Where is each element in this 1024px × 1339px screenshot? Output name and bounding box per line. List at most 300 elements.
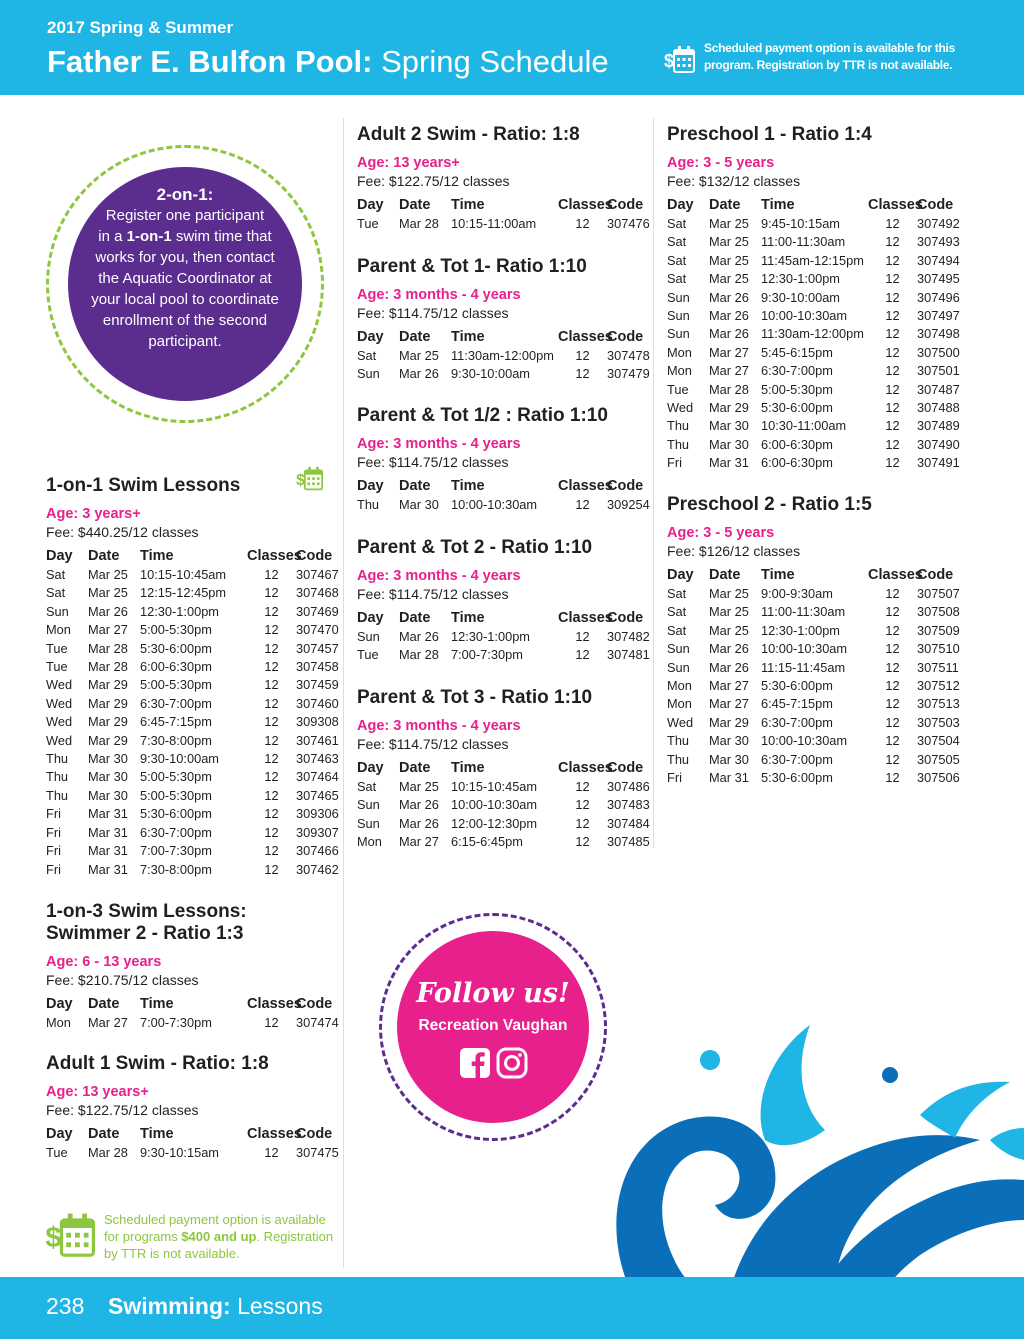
time-cell: 9:00-9:30am bbox=[761, 586, 833, 601]
column-header-time: Time bbox=[451, 478, 485, 494]
day-cell: Mon bbox=[46, 1015, 71, 1030]
day-cell: Fri bbox=[46, 861, 61, 877]
payment-note-bold: $400 and up bbox=[181, 1229, 257, 1244]
column-header-time: Time bbox=[761, 197, 795, 213]
code-cell: 307483 bbox=[607, 797, 650, 813]
classes-cell: 12 bbox=[264, 714, 279, 730]
two-on-one-line: participant. bbox=[148, 333, 222, 350]
date-cell: Mar 26 bbox=[399, 366, 439, 382]
column-header-date: Date bbox=[399, 760, 431, 776]
schedule-row bbox=[357, 347, 637, 365]
schedule-row bbox=[667, 436, 947, 454]
schedule-row bbox=[667, 344, 947, 362]
code-cell: 307482 bbox=[607, 629, 650, 644]
schedule-row bbox=[667, 769, 947, 787]
schedule-header-row bbox=[357, 609, 637, 628]
day-cell: Sat bbox=[667, 234, 687, 250]
section-one-on-three bbox=[46, 901, 339, 1032]
column-header-day: Day bbox=[46, 1126, 73, 1142]
day-cell: Tue bbox=[357, 647, 379, 663]
date-cell: Mar 26 bbox=[709, 326, 749, 342]
schedule-row bbox=[357, 815, 637, 833]
classes-cell: 12 bbox=[264, 567, 279, 582]
day-cell: Tue bbox=[46, 1145, 68, 1160]
code-cell: 309306 bbox=[296, 806, 339, 822]
day-cell: Tue bbox=[667, 381, 689, 397]
water-splash-graphic bbox=[590, 1020, 1024, 1290]
header-payment-note bbox=[704, 40, 964, 74]
section-title bbox=[46, 475, 326, 497]
time-cell: 7:00-7:30pm bbox=[451, 647, 523, 663]
time-cell: 6:15-6:45pm bbox=[451, 834, 523, 850]
column-header-code: Code bbox=[296, 996, 333, 1012]
section-fee: Fee: $132/12 classes bbox=[667, 173, 801, 189]
date-cell: Mar 31 bbox=[88, 861, 128, 877]
schedule-header-row bbox=[46, 995, 326, 1014]
classes-cell: 12 bbox=[885, 234, 900, 250]
column-header-time: Time bbox=[140, 548, 174, 564]
column-header-day: Day bbox=[357, 610, 384, 626]
time-cell: 6:00-6:30pm bbox=[140, 659, 212, 675]
day-cell: Wed bbox=[46, 732, 73, 748]
date-cell: Mar 25 bbox=[709, 586, 749, 601]
day-cell: Mon bbox=[667, 678, 692, 694]
code-cell: 307489 bbox=[917, 418, 960, 434]
time-cell: 5:30-6:00pm bbox=[140, 806, 212, 822]
time-cell: 10:00-10:30am bbox=[451, 497, 538, 512]
classes-cell: 12 bbox=[885, 696, 900, 712]
date-cell: Mar 26 bbox=[88, 603, 128, 619]
schedule-row bbox=[46, 566, 326, 584]
column-header-time: Time bbox=[451, 197, 485, 213]
two-on-one-line-bold: 1-on-1 bbox=[126, 228, 172, 245]
day-cell: Sun bbox=[667, 326, 690, 342]
classes-cell: 12 bbox=[264, 640, 279, 656]
schedule-row bbox=[357, 365, 637, 383]
column-header-code: Code bbox=[607, 197, 644, 213]
classes-cell: 12 bbox=[885, 604, 900, 620]
code-cell: 307493 bbox=[917, 234, 960, 250]
time-cell: 9:30-10:00am bbox=[761, 289, 840, 305]
schedule-row bbox=[46, 768, 326, 786]
column-header-time: Time bbox=[451, 760, 485, 776]
section-title bbox=[667, 494, 947, 516]
code-cell: 307461 bbox=[296, 732, 339, 748]
schedule-row bbox=[46, 805, 326, 823]
classes-cell: 12 bbox=[885, 271, 900, 287]
day-cell: Sun bbox=[667, 641, 690, 657]
day-cell: Sun bbox=[46, 603, 69, 619]
two-on-one-heading: 2-on-1: bbox=[156, 185, 214, 204]
date-cell: Mar 29 bbox=[88, 732, 128, 748]
time-cell: 12:30-1:00pm bbox=[761, 271, 840, 287]
column-header-classes: Classes bbox=[247, 1126, 302, 1142]
column-header-classes: Classes bbox=[868, 197, 923, 213]
classes-cell: 12 bbox=[575, 497, 590, 512]
calendar-dollar-icon bbox=[296, 466, 324, 492]
classes-cell: 12 bbox=[264, 806, 279, 822]
schedule-row bbox=[667, 677, 947, 695]
schedule-row bbox=[667, 714, 947, 732]
two-on-one-line-post: swim time that bbox=[171, 228, 272, 245]
column-header-classes: Classes bbox=[558, 329, 613, 345]
code-cell: 307479 bbox=[607, 366, 650, 382]
two-on-one-line: enrollment of the second bbox=[102, 312, 268, 329]
schedule-table bbox=[357, 328, 650, 384]
column-header-time: Time bbox=[761, 567, 795, 583]
time-cell: 9:30-10:15am bbox=[140, 1145, 219, 1160]
code-cell: 307497 bbox=[917, 308, 960, 324]
column-header-day: Day bbox=[46, 548, 73, 564]
schedule-row bbox=[46, 1144, 326, 1162]
day-cell: Mon bbox=[667, 363, 692, 379]
schedule-row bbox=[667, 215, 947, 233]
time-cell: 6:30-7:00pm bbox=[761, 714, 833, 730]
column-header-date: Date bbox=[399, 478, 431, 494]
date-cell: Mar 25 bbox=[399, 348, 439, 363]
column-header-day: Day bbox=[357, 760, 384, 776]
day-cell: Thu bbox=[667, 418, 690, 434]
section-title-line: Swimmer 2 - Ratio 1:3 bbox=[46, 923, 244, 944]
day-cell: Thu bbox=[46, 787, 69, 803]
column-header-date: Date bbox=[88, 1126, 120, 1142]
classes-cell: 12 bbox=[264, 1145, 279, 1160]
time-cell: 5:00-5:30pm bbox=[140, 677, 212, 693]
footer-section-rest: Lessons bbox=[237, 1293, 323, 1319]
follow-headline: Follow us! bbox=[416, 978, 570, 1009]
payment-note bbox=[104, 1211, 334, 1262]
schedule-header-row bbox=[46, 1125, 326, 1144]
schedule-row bbox=[667, 640, 947, 658]
time-cell: 6:00-6:30pm bbox=[761, 436, 833, 452]
date-cell: Mar 28 bbox=[88, 1145, 128, 1160]
date-cell: Mar 30 bbox=[709, 733, 749, 749]
code-cell: 307490 bbox=[917, 436, 960, 452]
classes-cell: 12 bbox=[264, 843, 279, 859]
schedule-row bbox=[667, 399, 947, 417]
schedule-table bbox=[46, 1125, 339, 1162]
time-cell: 6:30-7:00pm bbox=[140, 695, 212, 711]
date-cell: Mar 28 bbox=[88, 640, 128, 656]
date-cell: Mar 26 bbox=[709, 308, 749, 324]
classes-cell: 12 bbox=[885, 770, 900, 786]
schedule-table bbox=[357, 196, 650, 233]
two-on-one-line bbox=[80, 226, 290, 247]
column-header-date: Date bbox=[88, 548, 120, 564]
code-cell: 309254 bbox=[607, 497, 650, 512]
day-cell: Thu bbox=[46, 769, 69, 785]
section-parent-tot-1 bbox=[357, 256, 650, 384]
schedule-row bbox=[46, 861, 326, 879]
day-cell: Sat bbox=[667, 604, 687, 620]
date-cell: Mar 29 bbox=[709, 400, 749, 416]
classes-cell: 12 bbox=[885, 733, 900, 749]
schedule-row bbox=[46, 732, 326, 750]
time-cell: 11:15-11:45am bbox=[761, 659, 846, 675]
section-title bbox=[357, 124, 637, 146]
section-age: Age: 3 - 5 years bbox=[667, 155, 775, 171]
section-one-on-one bbox=[46, 475, 339, 879]
schedule-row bbox=[357, 646, 637, 664]
column-header-time: Time bbox=[140, 1126, 174, 1142]
column-header-classes: Classes bbox=[558, 478, 613, 494]
date-cell: Mar 27 bbox=[399, 834, 439, 850]
classes-cell: 12 bbox=[575, 366, 590, 382]
code-cell: 307458 bbox=[296, 659, 339, 675]
date-cell: Mar 25 bbox=[88, 567, 128, 582]
schedule-table bbox=[357, 477, 650, 514]
classes-cell: 12 bbox=[264, 622, 279, 638]
code-cell: 307476 bbox=[607, 216, 650, 231]
section-title-line: 1-on-1 Swim Lessons bbox=[46, 475, 241, 496]
schedule-header-row bbox=[357, 477, 637, 496]
schedule-table bbox=[357, 759, 650, 852]
time-cell: 6:45-7:15pm bbox=[140, 714, 212, 730]
day-cell: Mon bbox=[667, 696, 692, 712]
column-header-code: Code bbox=[917, 567, 954, 583]
schedule-row bbox=[667, 585, 947, 603]
schedule-table bbox=[667, 566, 960, 787]
date-cell: Mar 26 bbox=[709, 659, 749, 675]
classes-cell: 12 bbox=[575, 797, 590, 813]
day-cell: Sun bbox=[357, 815, 380, 831]
date-cell: Mar 31 bbox=[88, 824, 128, 840]
code-cell: 307467 bbox=[296, 567, 339, 582]
day-cell: Thu bbox=[357, 497, 380, 512]
day-cell: Mon bbox=[357, 834, 382, 850]
classes-cell: 12 bbox=[264, 787, 279, 803]
code-cell: 307485 bbox=[607, 834, 650, 850]
time-cell: 12:30-1:00pm bbox=[451, 629, 530, 644]
date-cell: Mar 28 bbox=[399, 647, 439, 663]
code-cell: 307486 bbox=[607, 779, 650, 794]
column-header-time: Time bbox=[451, 329, 485, 345]
time-cell: 5:30-6:00pm bbox=[761, 678, 833, 694]
date-cell: Mar 27 bbox=[709, 696, 749, 712]
schedule-row bbox=[667, 695, 947, 713]
column-header-day: Day bbox=[667, 567, 694, 583]
section-preschool-1 bbox=[667, 124, 960, 473]
two-on-one-line: the Aquatic Coordinator at bbox=[98, 270, 272, 287]
day-cell: Sat bbox=[667, 586, 687, 601]
schedule-row bbox=[357, 796, 637, 814]
date-cell: Mar 30 bbox=[88, 787, 128, 803]
schedule-row bbox=[46, 621, 326, 639]
column-header-classes: Classes bbox=[247, 548, 302, 564]
day-cell: Sat bbox=[357, 348, 377, 363]
date-cell: Mar 28 bbox=[399, 216, 439, 231]
day-cell: Sun bbox=[667, 308, 690, 324]
time-cell: 6:00-6:30pm bbox=[761, 455, 833, 471]
schedule-header-row bbox=[357, 196, 637, 215]
classes-cell: 12 bbox=[885, 289, 900, 305]
classes-cell: 12 bbox=[575, 216, 590, 231]
code-cell: 307492 bbox=[917, 216, 960, 231]
schedule-row bbox=[667, 325, 947, 343]
day-cell: Fri bbox=[46, 806, 61, 822]
date-cell: Mar 27 bbox=[88, 622, 128, 638]
schedule-row bbox=[46, 1014, 326, 1032]
time-cell: 5:30-6:00pm bbox=[140, 640, 212, 656]
svg-text:$: $ bbox=[664, 51, 675, 71]
schedule-row bbox=[667, 307, 947, 325]
section-title-line: Parent & Tot 2 - Ratio 1:10 bbox=[357, 537, 593, 558]
time-cell: 5:00-5:30pm bbox=[140, 769, 212, 785]
day-cell: Thu bbox=[46, 751, 69, 767]
schedule-row bbox=[357, 833, 637, 851]
schedule-row bbox=[46, 658, 326, 676]
section-title bbox=[357, 405, 637, 427]
classes-cell: 12 bbox=[885, 344, 900, 360]
header-note-line-1: Scheduled payment option is available for this bbox=[704, 41, 955, 55]
code-cell: 307511 bbox=[917, 659, 959, 675]
day-cell: Sun bbox=[357, 629, 380, 644]
schedule-row bbox=[46, 676, 326, 694]
section-title-line: Parent & Tot 3 - Ratio 1:10 bbox=[357, 687, 593, 708]
classes-cell: 12 bbox=[885, 455, 900, 471]
time-cell: 10:30-11:00am bbox=[761, 418, 847, 434]
classes-cell: 12 bbox=[885, 714, 900, 730]
day-cell: Tue bbox=[357, 216, 379, 231]
footer-section-bold: Swimming: bbox=[108, 1293, 231, 1319]
code-cell: 307464 bbox=[296, 769, 339, 785]
section-age: Age: 3 months - 4 years bbox=[357, 718, 521, 734]
column-header-date: Date bbox=[709, 567, 741, 583]
schedule-row bbox=[357, 778, 637, 796]
day-cell: Sun bbox=[357, 797, 380, 813]
code-cell: 307481 bbox=[607, 647, 650, 663]
classes-cell: 12 bbox=[575, 779, 590, 794]
date-cell: Mar 26 bbox=[399, 815, 439, 831]
section-title bbox=[357, 537, 637, 559]
schedule-row bbox=[46, 584, 326, 602]
date-cell: Mar 30 bbox=[399, 497, 439, 512]
schedule-header-row bbox=[357, 328, 637, 347]
code-cell: 307469 bbox=[296, 603, 339, 619]
instagram-icon[interactable] bbox=[496, 1047, 528, 1079]
section-age: Age: 13 years+ bbox=[357, 155, 460, 171]
section-age: Age: 3 years+ bbox=[46, 506, 141, 522]
section-fee: Fee: $114.75/12 classes bbox=[357, 305, 509, 321]
date-cell: Mar 30 bbox=[88, 751, 128, 767]
date-cell: Mar 25 bbox=[88, 585, 128, 601]
section-fee: Fee: $126/12 classes bbox=[667, 543, 801, 559]
follow-subtitle: Recreation Vaughan bbox=[418, 1017, 568, 1034]
svg-text:$: $ bbox=[45, 1222, 62, 1255]
classes-cell: 12 bbox=[885, 586, 900, 601]
day-cell: Thu bbox=[667, 751, 690, 767]
section-title bbox=[357, 256, 637, 278]
classes-cell: 12 bbox=[264, 659, 279, 675]
calendar-dollar-icon bbox=[664, 45, 696, 75]
column-header-code: Code bbox=[296, 548, 333, 564]
time-cell: 7:30-8:00pm bbox=[140, 732, 212, 748]
time-cell: 9:30-10:00am bbox=[451, 366, 530, 382]
day-cell: Sat bbox=[46, 585, 66, 601]
code-cell: 307503 bbox=[917, 714, 960, 730]
section-parent-tot-3 bbox=[357, 687, 650, 852]
code-cell: 307484 bbox=[607, 815, 650, 831]
classes-cell: 12 bbox=[264, 769, 279, 785]
date-cell: Mar 25 bbox=[709, 622, 749, 638]
date-cell: Mar 29 bbox=[88, 695, 128, 711]
code-cell: 307512 bbox=[917, 678, 960, 694]
page-title-bold: Father E. Bulfon Pool: bbox=[47, 44, 373, 79]
time-cell: 12:15-12:45pm bbox=[140, 585, 227, 601]
facebook-icon[interactable] bbox=[459, 1047, 491, 1079]
code-cell: 307506 bbox=[917, 770, 960, 786]
date-cell: Mar 29 bbox=[88, 677, 128, 693]
classes-cell: 12 bbox=[575, 629, 590, 644]
date-cell: Mar 31 bbox=[88, 806, 128, 822]
section-title bbox=[357, 687, 637, 709]
classes-cell: 12 bbox=[885, 751, 900, 767]
date-cell: Mar 27 bbox=[709, 344, 749, 360]
code-cell: 307494 bbox=[917, 252, 960, 268]
date-cell: Mar 25 bbox=[709, 252, 749, 268]
section-fee: Fee: $122.75/12 classes bbox=[46, 1102, 199, 1118]
section-fee: Fee: $114.75/12 classes bbox=[357, 454, 509, 470]
date-cell: Mar 31 bbox=[88, 843, 128, 859]
day-cell: Sun bbox=[357, 366, 380, 382]
time-cell: 6:30-7:00pm bbox=[761, 363, 833, 379]
schedule-row bbox=[667, 270, 947, 288]
column-header-date: Date bbox=[399, 329, 431, 345]
code-cell: 307488 bbox=[917, 400, 960, 416]
date-cell: Mar 25 bbox=[709, 604, 749, 620]
section-age: Age: 3 - 5 years bbox=[667, 525, 775, 541]
schedule-row bbox=[46, 603, 326, 621]
code-cell: 307478 bbox=[607, 348, 650, 363]
time-cell: 10:00-10:30am bbox=[761, 641, 848, 657]
section-title bbox=[667, 124, 947, 146]
schedule-row bbox=[667, 622, 947, 640]
column-header-classes: Classes bbox=[558, 197, 613, 213]
code-cell: 307510 bbox=[917, 641, 960, 657]
date-cell: Mar 26 bbox=[709, 641, 749, 657]
time-cell: 7:00-7:30pm bbox=[140, 843, 212, 859]
schedule-row bbox=[46, 713, 326, 731]
day-cell: Fri bbox=[667, 770, 682, 786]
schedule-row bbox=[667, 362, 947, 380]
classes-cell: 12 bbox=[264, 861, 279, 877]
code-cell: 307463 bbox=[296, 751, 339, 767]
column-header-code: Code bbox=[917, 197, 954, 213]
code-cell: 307470 bbox=[296, 622, 339, 638]
date-cell: Mar 31 bbox=[709, 770, 749, 786]
header-eyebrow: 2017 Spring & Summer bbox=[47, 18, 234, 37]
classes-cell: 12 bbox=[575, 815, 590, 831]
classes-cell: 12 bbox=[885, 326, 900, 342]
date-cell: Mar 30 bbox=[709, 418, 749, 434]
day-cell: Tue bbox=[46, 640, 68, 656]
column-header-date: Date bbox=[88, 996, 120, 1012]
schedule-row bbox=[46, 824, 326, 842]
code-cell: 307513 bbox=[917, 696, 960, 712]
schedule-table bbox=[46, 547, 339, 879]
column-header-classes: Classes bbox=[868, 567, 923, 583]
schedule-table bbox=[667, 196, 960, 473]
column-header-code: Code bbox=[607, 760, 644, 776]
time-cell: 10:00-10:30am bbox=[451, 797, 538, 813]
section-title-line: Preschool 2 - Ratio 1:5 bbox=[667, 494, 872, 515]
section-adult-2 bbox=[357, 124, 650, 233]
schedule-row bbox=[667, 751, 947, 769]
schedule-header-row bbox=[357, 759, 637, 778]
code-cell: 307507 bbox=[917, 586, 960, 601]
code-cell: 307475 bbox=[296, 1145, 339, 1160]
time-cell: 11:45am-12:15pm bbox=[761, 252, 864, 268]
